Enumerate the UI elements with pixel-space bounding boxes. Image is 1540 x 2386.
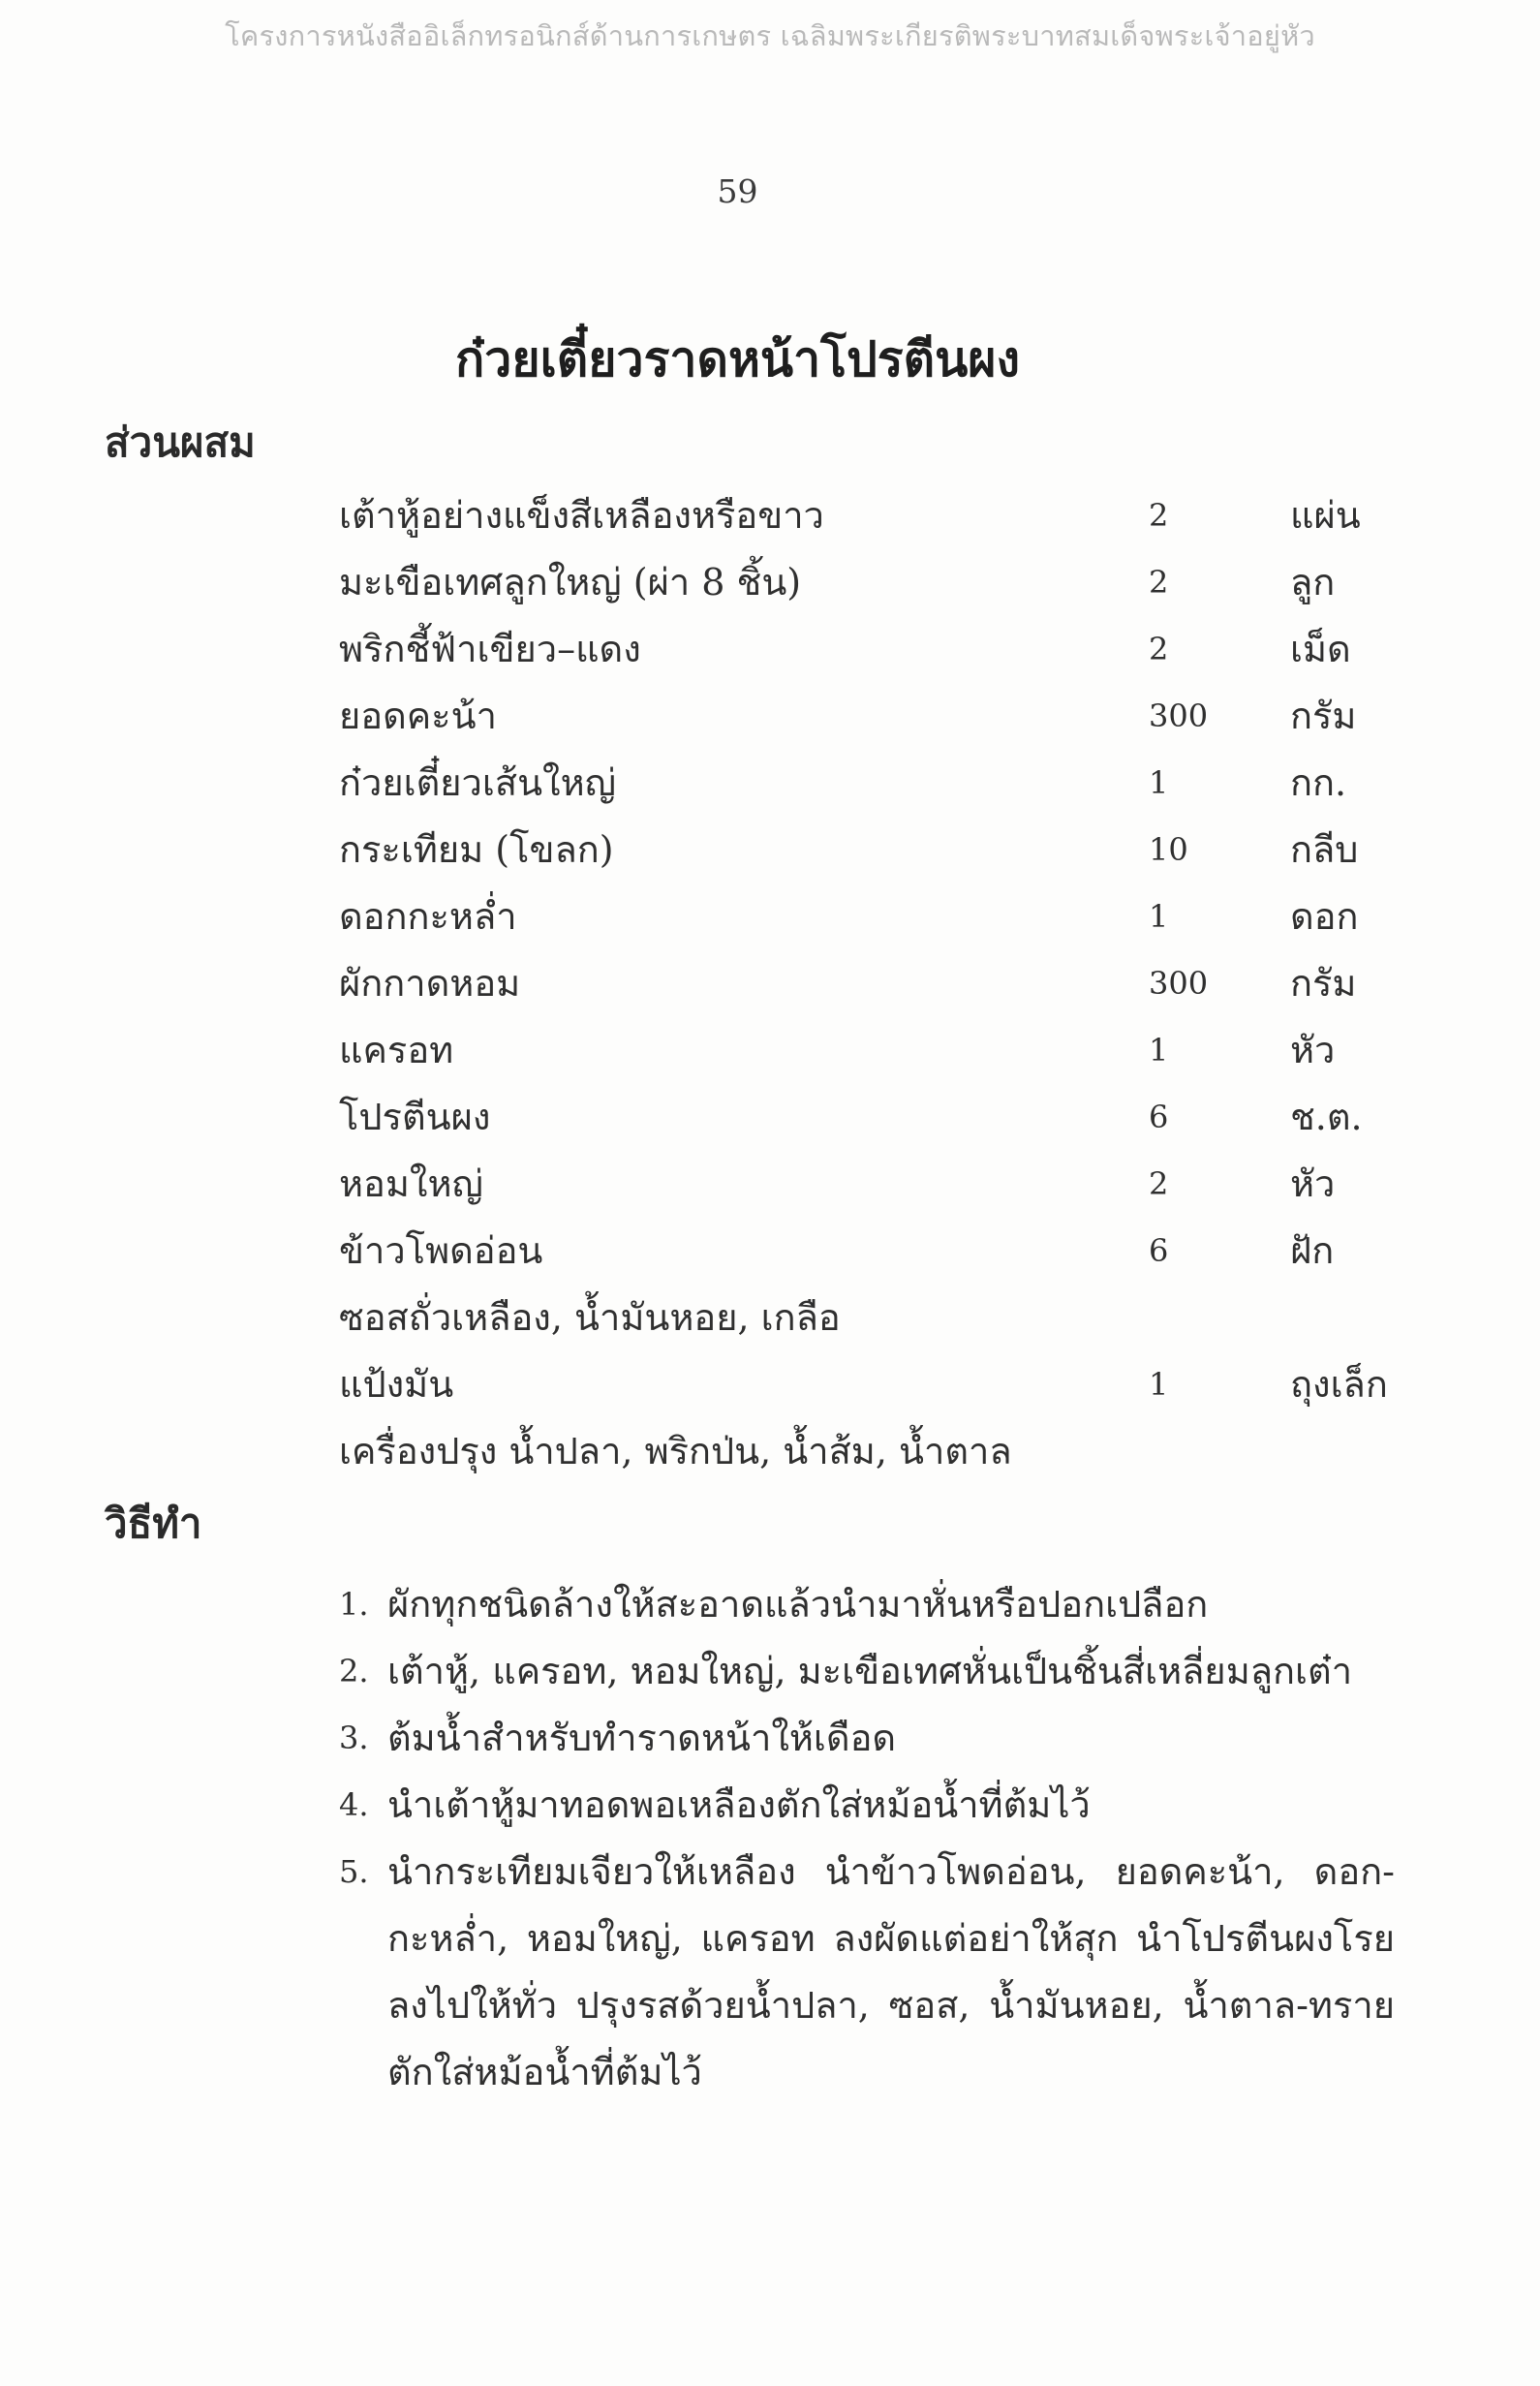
ingredient-name: เต้าหู้อย่างแข็งสีเหลืองหรือขาว [339,494,824,537]
ingredient-qty: 6 [1149,1232,1169,1269]
ingredient-row [339,1218,1424,1285]
ingredient-qty: 1 [1149,1366,1169,1403]
ingredient-row [339,616,1424,683]
ingredient-row [339,950,1424,1017]
ingredient-name: พริกชี้ฟ้าเขียว–แดง [339,628,641,670]
ingredient-unit: ช.ต. [1290,1096,1363,1138]
recipe-title: ก๋วยเตี๋ยวราดหน้าโปรตีนผง [454,331,1020,387]
ingredient-unit: กลีบ [1290,828,1359,871]
ingredient-name: หอมใหญ่ [339,1162,483,1205]
ingredient-name: ก๋วยเตี๋ยวเส้นใหญ่ [339,761,617,804]
ingredients-heading: ส่วนผสม [105,418,256,466]
ingredient-unit: กรัม [1290,695,1357,737]
step-number: 2. [339,1653,369,1689]
ingredient-name: แครอท [339,1029,454,1071]
ingredient-row [339,1151,1424,1218]
ingredient-name: กระเทียม (โขลก) [339,828,614,871]
ingredient-row [339,883,1424,950]
step-text: นำเต้าหู้มาทอดพอเหลืองตักใส่หม้อน้ำที่ต้มไว้ [387,1783,1091,1826]
method-heading: วิธีทำ [105,1500,202,1547]
ingredient-unit: กก. [1290,761,1347,804]
ingredient-name: โปรตีนผง [339,1096,491,1138]
ingredient-row [339,482,1424,549]
ingredient-qty: 6 [1149,1099,1169,1135]
ingredient-row [339,817,1424,883]
step-text: เต้าหู้, แครอท, หอมใหญ่, มะเขือเทศหั่นเป็นชิ้นสี่เหลี่ยมลูกเต๋า [387,1650,1353,1692]
ingredient-row [339,549,1424,616]
ingredients-list [339,482,1424,1485]
step-number: 5. [339,1853,369,1890]
ingredient-unit: กรัม [1290,962,1357,1005]
ingredient-unit: เม็ด [1290,628,1351,670]
step-number: 1. [339,1586,369,1623]
ingredient-unit: หัว [1290,1162,1336,1205]
ingredient-name: ข้าวโพดอ่อน [339,1229,543,1272]
ingredient-unit: ฝัก [1290,1229,1335,1272]
ingredient-row [339,1285,1424,1351]
method-step [339,1638,1395,1705]
ingredient-name: ยอดคะน้า [339,695,497,737]
ingredient-name: ดอกกะหล่ำ [339,895,517,938]
ingredient-unit: ดอก [1290,895,1359,938]
ingredient-unit: ลูก [1290,561,1336,604]
project-banner: โครงการหนังสืออิเล็กทรอนิกส์ด้านการเกษตร เฉลิมพระเกียรติพระบาทสมเด็จพระเจ้าอยู่หัว [225,19,1315,52]
step-number: 4. [339,1786,369,1823]
ingredient-qty: 2 [1149,497,1169,534]
ingredient-name: มะเขือเทศลูกใหญ่ (ผ่า 8 ชิ้น) [339,561,802,604]
ingredient-row [339,750,1424,817]
ingredient-row [339,1351,1424,1418]
ingredient-row [339,1084,1424,1151]
ingredient-qty: 1 [1149,898,1169,935]
ingredient-row [339,683,1424,750]
ingredient-row [339,1017,1424,1084]
method-step [339,1571,1395,1638]
ingredient-qty: 1 [1149,764,1169,801]
ingredient-unit: ถุงเล็ก [1290,1363,1388,1406]
method-step [339,1705,1395,1772]
step-number: 3. [339,1720,369,1756]
ingredient-qty: 2 [1149,631,1169,667]
ingredient-name: เครื่องปรุง น้ำปลา, พริกป่น, น้ำส้ม, น้ำตาล [339,1430,1012,1472]
ingredient-name: ผักกาดหอม [339,962,521,1005]
ingredient-name: ซอสถั่วเหลือง, น้ำมันหอย, เกลือ [339,1296,841,1339]
ingredient-qty: 1 [1149,1032,1169,1069]
ingredient-row [339,1418,1424,1485]
page-number: 59 [717,172,758,210]
ingredient-qty: 10 [1149,831,1188,868]
ingredient-qty: 300 [1149,697,1209,734]
step-text: ผักทุกชนิดล้างให้สะอาดแล้วนำมาหั่นหรือปอกเปลือก [387,1583,1209,1626]
ingredient-unit: แผ่น [1290,494,1361,537]
method-step [339,1772,1395,1839]
ingredient-qty: 300 [1149,965,1209,1002]
ingredient-qty: 2 [1149,1165,1169,1202]
step-text: ต้มน้ำสำหรับทำราดหน้าให้เดือด [387,1717,897,1759]
method-step [339,1839,1395,2106]
ingredient-qty: 2 [1149,564,1169,601]
ingredient-unit: หัว [1290,1029,1336,1071]
method-steps [339,1571,1395,2106]
ingredient-name: แป้งมัน [339,1363,454,1406]
step-text: นำกระเทียมเจียวให้เหลือง นำข้าวโพดอ่อน, ยอดคะน้า, ดอก-กะหล่ำ, หอมใหญ่, แครอท ลงผัดแต่อย่าให้สุก นำโปรตีนผงโรยลงไปให้ทั่ว ปรุงรสด้วยน้ำปลา, ซอส, น้ำมันหอย, น้ำตาล-ทราย ตักใส่หม้อน้ำที่ต้มไว้ [387,1850,1395,2093]
